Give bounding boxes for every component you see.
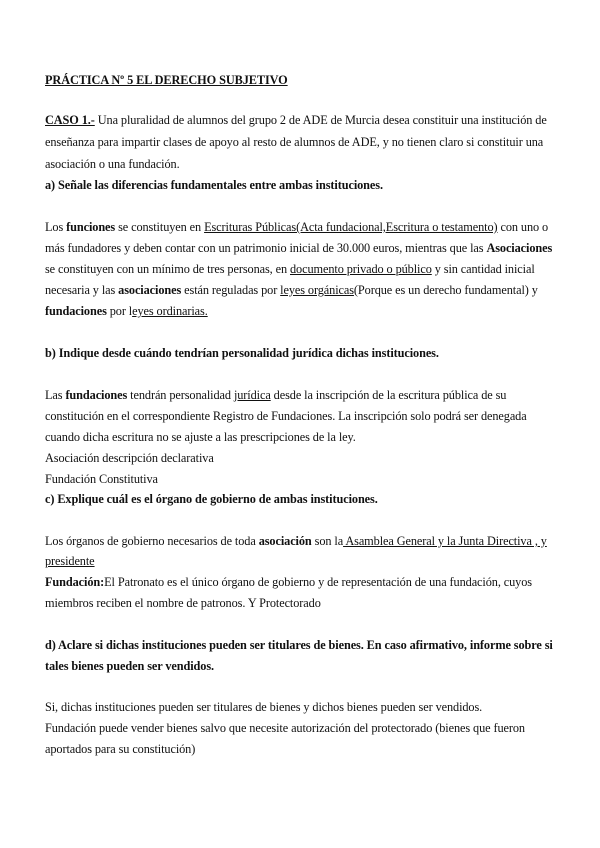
answer-a-line-3 <box>45 262 535 277</box>
text: necesaria y las <box>45 283 119 297</box>
answer-c-line-1 <box>45 534 547 549</box>
case-intro-line-2: enseñanza para impartir clases de apoyo al resto de alumnos de ADE, y no tienen claro si constituir una <box>45 135 544 149</box>
bold-term: fundaciones <box>45 304 107 318</box>
text: se constituyen en <box>115 220 205 234</box>
text: son la <box>311 534 344 548</box>
text: Los <box>45 220 67 234</box>
question-d-line-2: tales bienes pueden ser vendidos. <box>45 659 214 673</box>
text: El Patronato es el único órgano de gobierno y de representación de una fundación, cuyos <box>104 575 532 589</box>
question-a: a) Señale las diferencias fundamentales entre ambas instituciones. <box>45 178 383 192</box>
bold-term: Fundación: <box>45 575 105 589</box>
answer-a-line-5 <box>45 304 208 319</box>
underlined-term: leyes orgánicas <box>280 283 354 297</box>
text: y sin cantidad inicial <box>431 262 535 276</box>
underlined-term: Asamblea General y la Junta Directiva , y <box>343 534 547 548</box>
case-intro-line-3: asociación o una fundación. <box>45 157 180 171</box>
text: desde la inscripción de la escritura pública de su <box>270 388 507 402</box>
answer-a-line-4 <box>45 283 538 298</box>
question-d-line-1: d) Aclare si dichas instituciones pueden ser titulares de bienes. En caso afirmativo, informe sobre si <box>45 638 553 652</box>
answer-d-line-1: Si, dichas instituciones pueden ser titulares de bienes y dichos bienes pueden ser vendidos. <box>45 700 483 714</box>
text: se constituyen con un mínimo de tres personas, en <box>45 262 290 276</box>
text: tendrán personalidad <box>127 388 234 402</box>
underlined-term: jurídica <box>233 388 271 402</box>
answer-d-line-2: Fundación puede vender bienes salvo que necesite autorización del protectorado (bienes que fueron <box>45 721 525 735</box>
text: por l <box>106 304 133 318</box>
case-label: CASO 1.- <box>45 113 95 127</box>
answer-c-line-3 <box>45 575 532 590</box>
document-page <box>45 0 565 848</box>
answer-b-line-1 <box>45 388 506 403</box>
text: están reguladas por <box>181 283 281 297</box>
bold-term: funciones <box>66 220 116 234</box>
answer-c-line-2: presidente <box>45 554 95 568</box>
text: (Porque es un derecho fundamental) y <box>353 283 538 297</box>
case-intro-line-1 <box>45 113 547 128</box>
answer-b-line-5: Fundación Constitutiva <box>45 472 158 486</box>
answer-d-line-3: aportados para su constitución) <box>45 742 196 756</box>
case-intro-text-1: Una pluralidad de alumnos del grupo 2 de ADE de Murcia desea constituir una institución de <box>94 113 547 127</box>
answer-a-line-2 <box>45 241 552 256</box>
question-c: c) Explique cuál es el órgano de gobierno de ambas instituciones. <box>45 492 378 506</box>
underlined-term: documento privado o público <box>290 262 432 276</box>
text: más fundadores y deben contar con un patrimonio inicial de 30.000 euros, mientras que las <box>45 241 487 255</box>
answer-a-line-1 <box>45 220 548 235</box>
bold-term: asociaciones <box>118 283 182 297</box>
page-title: PRÁCTICA Nº 5 EL DERECHO SUBJETIVO <box>45 73 288 87</box>
text: con uno o <box>497 220 549 234</box>
bold-term: Asociaciones <box>486 241 553 255</box>
bold-term: asociación <box>258 534 312 548</box>
text: Los órganos de gobierno necesarios de toda <box>45 534 259 548</box>
underlined-term: Escrituras Públicas(Acta fundacional,Escritura o testamento) <box>204 220 498 234</box>
answer-b-line-4: Asociación descripción declarativa <box>45 451 214 465</box>
answer-c-line-4: miembros reciben el nombre de patronos. Y Protectorado <box>45 596 321 610</box>
question-b: b) Indique desde cuándo tendrían personalidad jurídica dichas instituciones. <box>45 346 439 360</box>
answer-b-line-3: cuando dicha escritura no se ajuste a las prescripciones de la ley. <box>45 430 356 444</box>
text: Las <box>45 388 66 402</box>
bold-term: fundaciones <box>65 388 128 402</box>
answer-b-line-2: constitución en el correspondiente Registro de Fundaciones. La inscripción solo podrá ser denegada <box>45 409 527 423</box>
underlined-term: eyes ordinarias. <box>132 304 208 318</box>
